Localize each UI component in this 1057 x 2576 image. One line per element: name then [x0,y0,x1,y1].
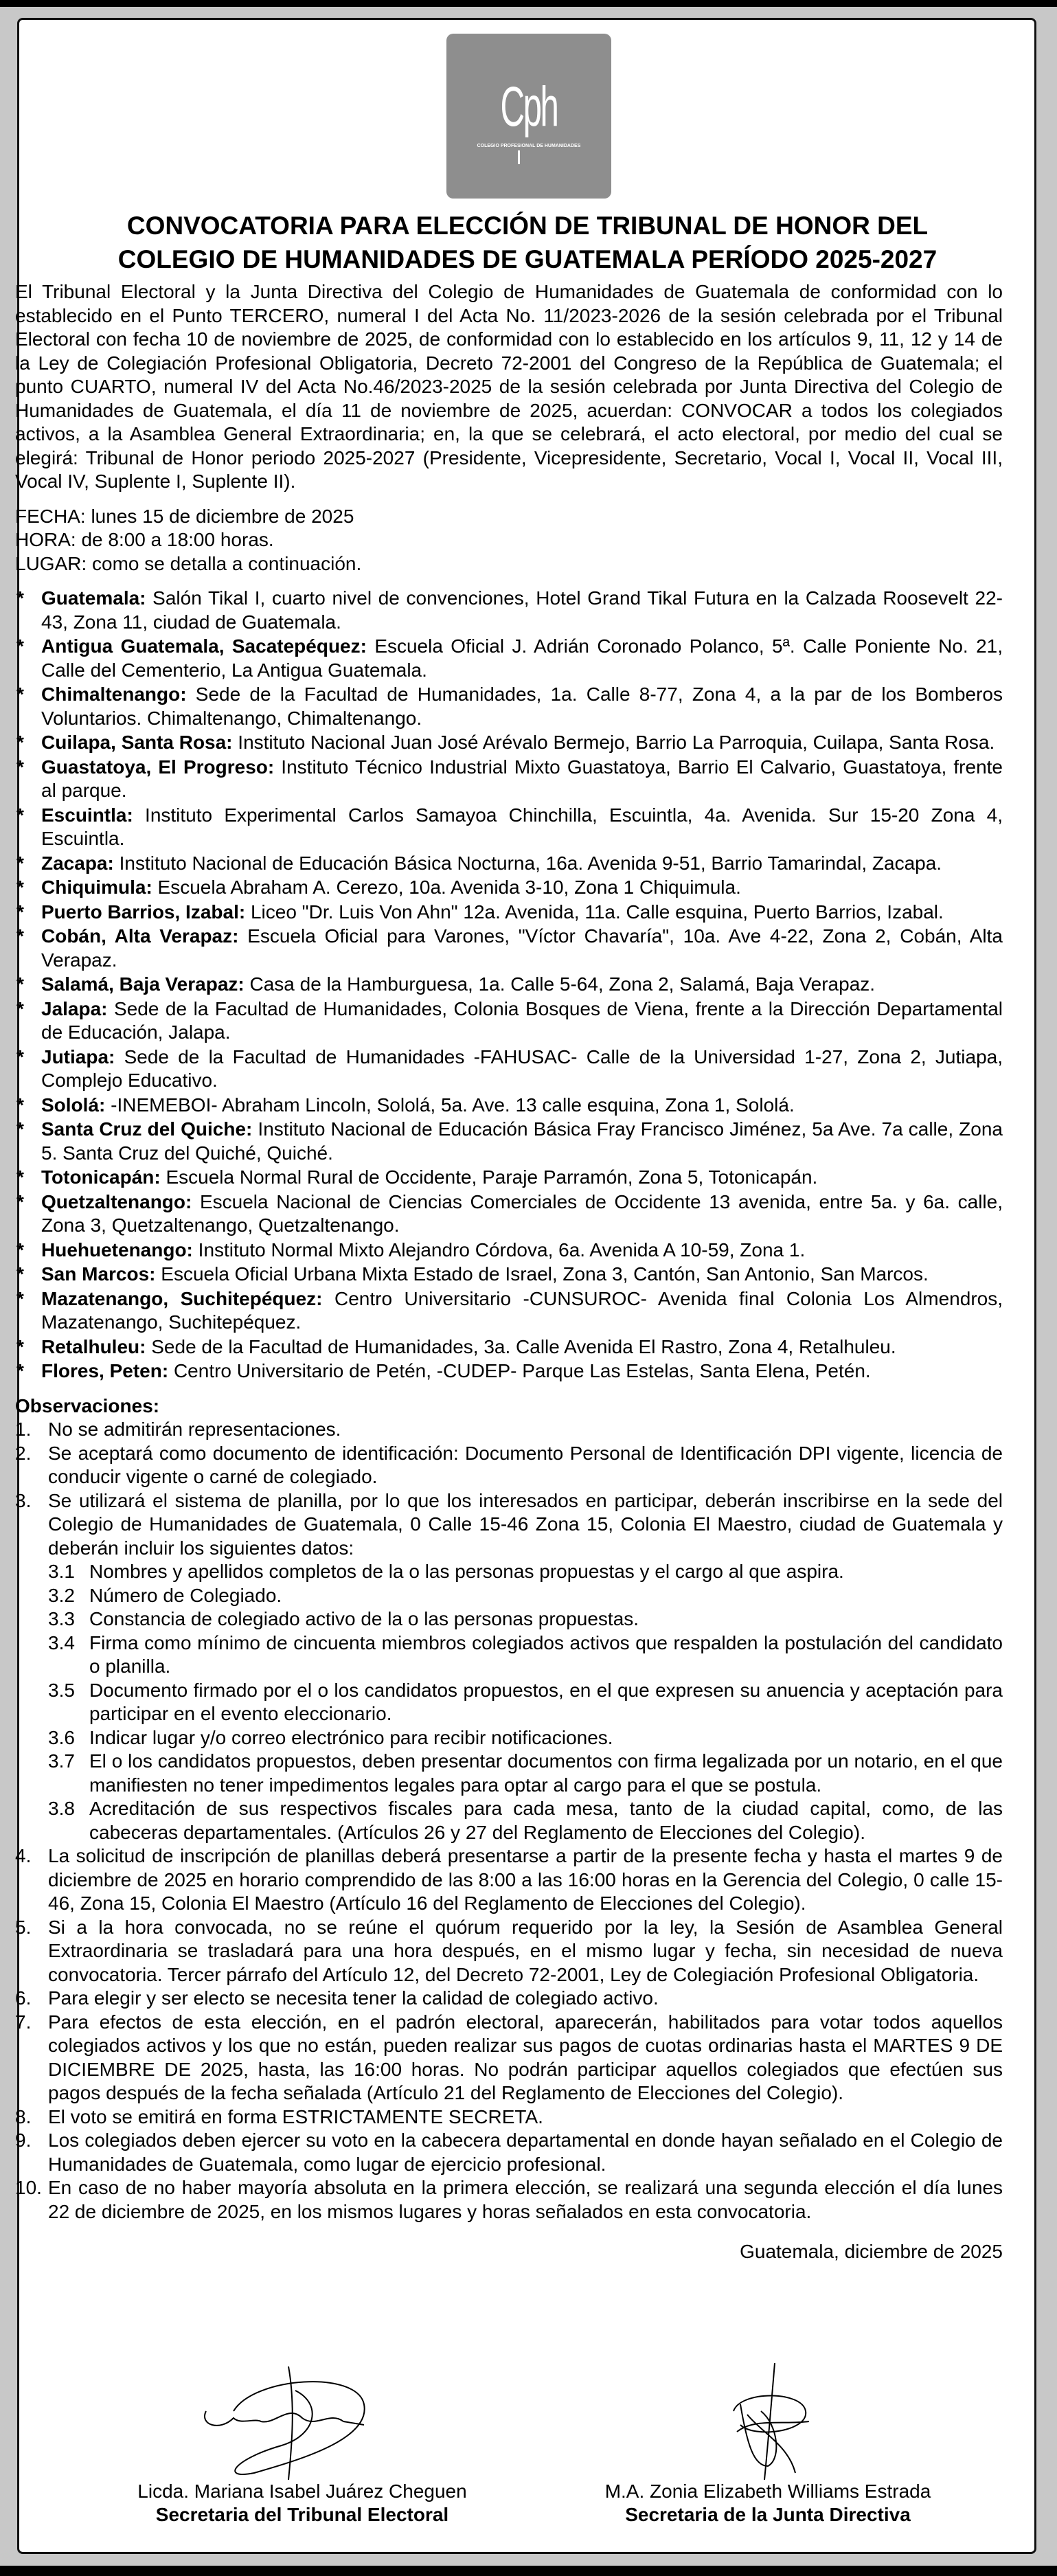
observation-number: 4. [15,1845,32,1866]
observation-text: En caso de no haber mayoría absoluta en la primera elección, se realizará una segunda elección el día lunes 22 de diciembre de 2025, en los mismos lugares y horas señalados en esta convocatoria. [48,2177,1003,2222]
location-address: Instituto Nacional de Educación Básica Nocturna, 16a. Avenida 9-51, Barrio Tamarindal, Zacapa. [113,852,942,874]
observation-number: 2. [15,1442,32,1464]
requirement-number: 3.8 [48,1798,75,1819]
observation-number: 3. [15,1489,32,1511]
requirement-text: Número de Colegiado. [89,1584,282,1606]
location-name: Quetzaltenango: [41,1190,192,1212]
signer-name: Licda. Mariana Isabel Juárez Cheguen [137,2481,467,2502]
location-name: Chiquimula: [41,877,152,898]
document-body [15,280,1003,2264]
observation-number: 6. [15,1987,32,2009]
signature-block-junta [562,2363,974,2527]
location-address: Centro Universitario de Petén, -CUDEP- Parque Las Estelas, Santa Elena, Petén. [168,1360,871,1381]
location-item [15,1166,1003,1190]
requirement-item [48,1679,1003,1726]
observaciones-list [15,1418,1003,2224]
location-item [15,683,1003,730]
location-item [15,1046,1003,1093]
observation-item [15,1844,1003,1916]
requirement-list [48,1560,1003,1844]
bullet-star: * [16,1046,24,1067]
location-name: Retalhuleu: [41,1335,146,1357]
requirement-text: Constancia de colegiado activo de la o las personas propuestas. [89,1608,639,1629]
location-name: Guastatoya, El Progreso: [41,756,275,778]
observaciones-heading: Observaciones: [15,1394,160,1416]
observation-item [15,1916,1003,1987]
schedule-date: FECHA: lunes 15 de diciembre de 2025 [15,505,354,527]
requirement-number: 3.2 [48,1584,75,1606]
bullet-star: * [16,1335,24,1357]
location-address: Instituto Experimental Carlos Samayoa Chinchilla, Escuintla, 4a. Avenida. Sur 15-20 Zona 4, Escuintla. [41,804,1003,849]
location-address: Casa de la Hamburguesa, 1a. Calle 5-64, Zona 2, Salamá, Baja Verapaz. [244,973,876,995]
observation-text: Si a la hora convocada, no se reúne el quórum requerido por la ley, la Sesión de Asamblea General Extraordinaria se trasladará para una hora después, en el mismo lugar y fecha, sin necesidad de nueva convocatoria. Tercer párrafo del Artículo 12, del Decreto 72-2001, Ley de Colegiación Profesional Obligatoria. [48,1916,1003,1985]
location-address: Instituto Nacional de Educación Básica Fray Francisco Jiménez, 5a Ave. 7a calle, Zona 5. Santa Cruz del Quiché, Quiché. [41,1118,1003,1164]
location-item [15,1287,1003,1335]
bullet-star: * [16,1190,24,1212]
requirement-item [48,1584,1003,1608]
location-item [15,1118,1003,1165]
location-item [15,587,1003,634]
logo [446,34,611,199]
location-name: Sololá: [41,1094,106,1116]
location-item [15,804,1003,851]
schedule [15,505,1003,576]
signer-role: Secretaria de la Junta Directiva [625,2504,911,2525]
location-address: Instituto Normal Mixto Alejandro Córdova, 6a. Avenida A 10-59, Zona 1. [192,1239,806,1261]
location-name: Mazatenango, Suchitepéquez: [41,1287,323,1309]
handwritten-signature [192,2363,412,2480]
location-item [15,635,1003,682]
location-name: San Marcos: [41,1263,156,1285]
bullet-star: * [16,804,24,826]
location-address: Escuela Oficial para Varones, "Víctor Chavaría", 10a. Ave 4-22, Zona 2, Cobán, Alta Verapaz. [41,925,1003,971]
observation-text: Para elegir y ser electo se necesita tener la calidad de colegiado activo. [48,1987,659,2009]
bullet-star: * [16,925,24,947]
location-address: Salón Tikal I, cuarto nivel de convenciones, Hotel Grand Tikal Futura en la Calzada Roosevelt 22-43, Zona 11, ciudad de Guatemala. [41,587,1003,633]
observation-text: Se utilizará el sistema de planilla, por lo que los interesados en participar, deberán inscribirse en la sede del Colegio de Humanidades de Guatemala, 0 Calle 15-46 Zona 15, Colonia El Maestro, ciudad de Guatemala y deberán incluir los siguientes datos: [48,1489,1003,1559]
location-item [15,1335,1003,1359]
location-address: Sede de la Facultad de Humanidades -FAHUSAC- Calle de la Universidad 1-27, Zona 2, Jutiapa, Complejo Educativo. [41,1046,1003,1091]
requirement-item [48,1631,1003,1679]
location-name: Totonicapán: [41,1166,161,1188]
location-name: Santa Cruz del Quiche: [41,1118,253,1140]
observation-number: 5. [15,1916,32,1938]
title-line: CONVOCATORIA PARA ELECCIÓN DE TRIBUNAL DE HONOR DEL [126,212,929,240]
signature-block-tribunal [96,2363,508,2527]
observation-item [15,1442,1003,1489]
location-item [15,901,1003,925]
requirement-number: 3.7 [48,1750,75,1772]
observation-item [15,1489,1003,1845]
location-item [15,1239,1003,1263]
observation-number: 7. [15,2011,32,2033]
location-item [15,731,1003,755]
bullet-star: * [16,973,24,995]
location-name: Flores, Peten: [41,1360,169,1381]
bullet-star: * [16,1263,24,1285]
intro-paragraph: El Tribunal Electoral y la Junta Directiva del Colegio de Humanidades de Guatemala de conformidad con lo establecido en el Punto TERCERO, numeral I del Acta No. 11/2023-2026 de la sesión celebrada por el Tribunal Electoral con fecha 10 de noviembre de 2025, de conformidad con lo establecido en los artículos 9, 11, 12 y 14 de la Ley de Colegiación Profesional Obligatoria, Decreto 72-2001 del Congreso de la República de Guatemala; el punto CUARTO, numeral IV del Acta No.46/2023-2025 de la sesión celebrada por Junta Directiva del Colegio de Humanidades de Guatemala, el día 11 de noviembre de 2025, acuerdan: CONVOCAR a todos los colegiados activos, a la Asamblea General Extraordinaria; en, la que se celebrará, el acto electoral, por medio del cual se elegirá: Tribunal de Honor periodo 2025-2027 (Presidente, Vicepresidente, Secretario, Vocal I, Vocal II, Vocal III, Vocal IV, Suplente I, Suplente II). [15,281,1003,492]
location-item [15,1263,1003,1287]
logo-subtitle: COLEGIO PROFESIONAL DE HUMANIDADES [477,144,581,148]
bullet-star: * [16,683,24,705]
requirement-item [48,1560,1003,1584]
bullet-star: * [16,1118,24,1140]
observation-number: 1. [15,1419,32,1440]
requirement-text: Firma como mínimo de cincuenta miembros colegiados activos que respalden la postulación del candidato o planilla. [89,1631,1003,1677]
location-item [15,1190,1003,1238]
observation-text: No se admitirán representaciones. [48,1419,341,1440]
observation-item [15,2129,1003,2176]
requirement-text: Documento firmado por el o los candidatos propuestos, en el que expresen su anuencia y aceptación para participar en el evento eleccionario. [89,1679,1003,1724]
logo-stem [518,150,520,164]
observation-number: 9. [15,2129,32,2151]
requirement-text: Nombres y apellidos completos de la o las personas propuestas y el cargo al que aspira. [89,1561,844,1582]
observation-item [15,2176,1003,2224]
signer-role: Secretaria del Tribunal Electoral [155,2504,449,2525]
place-date: Guatemala, diciembre de 2025 [740,2241,1003,2262]
schedule-place: LUGAR: como se detalla a continuación. [15,552,362,574]
location-address: Liceo "Dr. Luis Von Ahn" 12a. Avenida, 11a. Calle esquina, Puerto Barrios, Izabal. [245,901,944,923]
bullet-star: * [16,587,24,609]
bullet-star: * [16,877,24,898]
location-item [15,756,1003,803]
bullet-star: * [16,732,24,753]
observation-text: Los colegiados deben ejercer su voto en la cabecera departamental en donde hayan señalado en el Colegio de Humanidades de Guatemala, como lugar de ejercicio profesional. [48,2129,1003,2175]
page-title [33,209,1022,276]
bullet-star: * [16,1239,24,1261]
observation-text: La solicitud de inscripción de planillas deberá presentarse a partir de la presente fecha y hasta el martes 9 de diciembre de 2025 en horario comprendido de las 8:00 a las 16:00 horas en la Gerencia del Colegio, 0 calle 15-46, Zona 15, Colonia El Maestro (Artículo 16 del Reglamento de Elecciones del Colegio). [48,1845,1003,1914]
location-name: Cuilapa, Santa Rosa: [41,732,233,753]
location-list [15,587,1003,1383]
observation-text: Para efectos de esta elección, en el padrón electoral, aparecerán, habilitados para votar todos aquellos colegiados activos y los que no están, pueden realizar sus pagos de cuotas ordinarias hasta el MARTES 9 DE DICIEMBRE DE 2025, hasta, las 16:00 horas. No podrán participar aquellos colegiados que efectúen sus pagos después de la fecha señalada (Artículo 21 del Reglamento de Elecciones del Colegio). [48,2011,1003,2103]
location-item [15,973,1003,997]
location-name: Cobán, Alta Verapaz: [41,925,239,947]
location-name: Jalapa: [41,997,108,1019]
bullet-star: * [16,1094,24,1116]
location-name: Chimaltenango: [41,683,187,705]
location-address: -INEMEBOI- Abraham Lincoln, Sololá, 5a. Ave. 13 calle esquina, Zona 1, Sololá. [105,1094,795,1116]
bullet-star: * [16,1360,24,1381]
observation-text: El voto se emitirá en forma ESTRICTAMENTE SECRETA. [48,2105,543,2127]
observation-text: Se aceptará como documento de identificación: Documento Personal de Identificación DPI vigente, licencia de conducir vigente o carné de colegiado. [48,1442,1003,1487]
bullet-star: * [16,901,24,923]
observation-item [15,1987,1003,2011]
location-address: Centro Universitario -CUNSUROC- Avenida final Colonia Los Almendros, Mazatenango, Suchitepéquez. [41,1287,1003,1333]
signer-name: M.A. Zonia Elizabeth Williams Estrada [604,2481,931,2502]
location-name: Salamá, Baja Verapaz: [41,973,245,995]
observation-number: 8. [15,2105,32,2127]
location-address: Escuela Nacional de Ciencias Comerciales de Occidente 13 avenida, entre 5a. y 6a. calle, Zona 3, Quetzaltenango, Quetzaltenango. [41,1190,1003,1236]
location-address: Escuela Abraham A. Cerezo, 10a. Avenida 3-10, Zona 1 Chiquimula. [152,877,741,898]
location-name: Antigua Guatemala, Sacatepéquez: [41,635,367,657]
requirement-number: 3.6 [48,1726,75,1748]
location-address: Sede de la Facultad de Humanidades, Colonia Bosques de Viena, frente a la Dirección Departamental de Educación, Jalapa. [41,997,1003,1043]
location-address: Sede de la Facultad de Humanidades, 3a. Calle Avenida El Rastro, Zona 4, Retalhuleu. [146,1335,896,1357]
requirement-number: 3.1 [48,1561,75,1582]
schedule-time: HORA: de 8:00 a 18:00 horas. [15,529,274,550]
requirement-number: 3.4 [48,1631,75,1653]
location-item [15,925,1003,972]
location-name: Zacapa: [41,852,114,874]
requirement-item [48,1726,1003,1750]
location-address: Escuela Oficial J. Adrián Coronado Polanco, 5ª. Calle Poniente No. 21, Calle del Cementerio, La Antigua Guatemala. [41,635,1003,681]
observation-number: 10. [15,2177,42,2198]
observation-item [15,1418,1003,1442]
location-name: Puerto Barrios, Izabal: [41,901,246,923]
bullet-star: * [16,635,24,657]
location-item [15,852,1003,876]
location-item [15,876,1003,900]
requirement-number: 3.3 [48,1608,75,1629]
requirement-item [48,1607,1003,1631]
location-address: Instituto Nacional Juan José Arévalo Bermejo, Barrio La Parroquia, Cuilapa, Santa Rosa. [232,732,995,753]
location-name: Jutiapa: [41,1046,115,1067]
requirement-text: El o los candidatos propuestos, deben presentar documentos con firma legalizada por un notario, en el que manifiesten no tener impedimentos legales para optar al cargo para el que se postula. [89,1750,1003,1796]
bullet-star: * [16,852,24,874]
bullet-star: * [16,1166,24,1188]
requirement-text: Indicar lugar y/o correo electrónico para recibir notificaciones. [89,1726,613,1748]
requirement-text: Acreditación de sus respectivos fiscales para cada mesa, tanto de la ciudad capital, como, de las cabeceras departamentales. (Artículos 26 y 27 del Reglamento de Elecciones del Colegio). [89,1798,1003,1843]
handwritten-signature [699,2363,837,2480]
requirement-number: 3.5 [48,1679,75,1701]
requirement-item [48,1750,1003,1797]
location-address: Sede de la Facultad de Humanidades, 1a. Calle 8-77, Zona 4, a la par de los Bomberos Voluntarios. Chimaltenango, Chimaltenango. [41,683,1003,729]
location-address: Escuela Normal Rural de Occidente, Paraje Parramón, Zona 5, Totonicapán. [160,1166,818,1188]
location-item [15,1359,1003,1383]
title-line: COLEGIO DE HUMANIDADES DE GUATEMALA PERÍODO 2025-2027 [117,245,937,273]
requirement-item [48,1797,1003,1844]
logo-mark: Cph [500,76,558,138]
location-address: Escuela Oficial Urbana Mixta Estado de Israel, Zona 3, Cantón, San Antonio, San Marcos. [155,1263,929,1285]
observation-item [15,2105,1003,2129]
location-name: Escuintla: [41,804,133,826]
bullet-star: * [16,756,24,778]
location-name: Guatemala: [41,587,146,609]
location-item [15,997,1003,1045]
location-name: Huehuetenango: [41,1239,193,1261]
bullet-star: * [16,1287,24,1309]
location-address: Instituto Técnico Industrial Mixto Guastatoya, Barrio El Calvario, Guastatoya, frente al parque. [41,756,1003,801]
bullet-star: * [16,997,24,1019]
observation-item [15,2011,1003,2105]
location-item [15,1094,1003,1118]
